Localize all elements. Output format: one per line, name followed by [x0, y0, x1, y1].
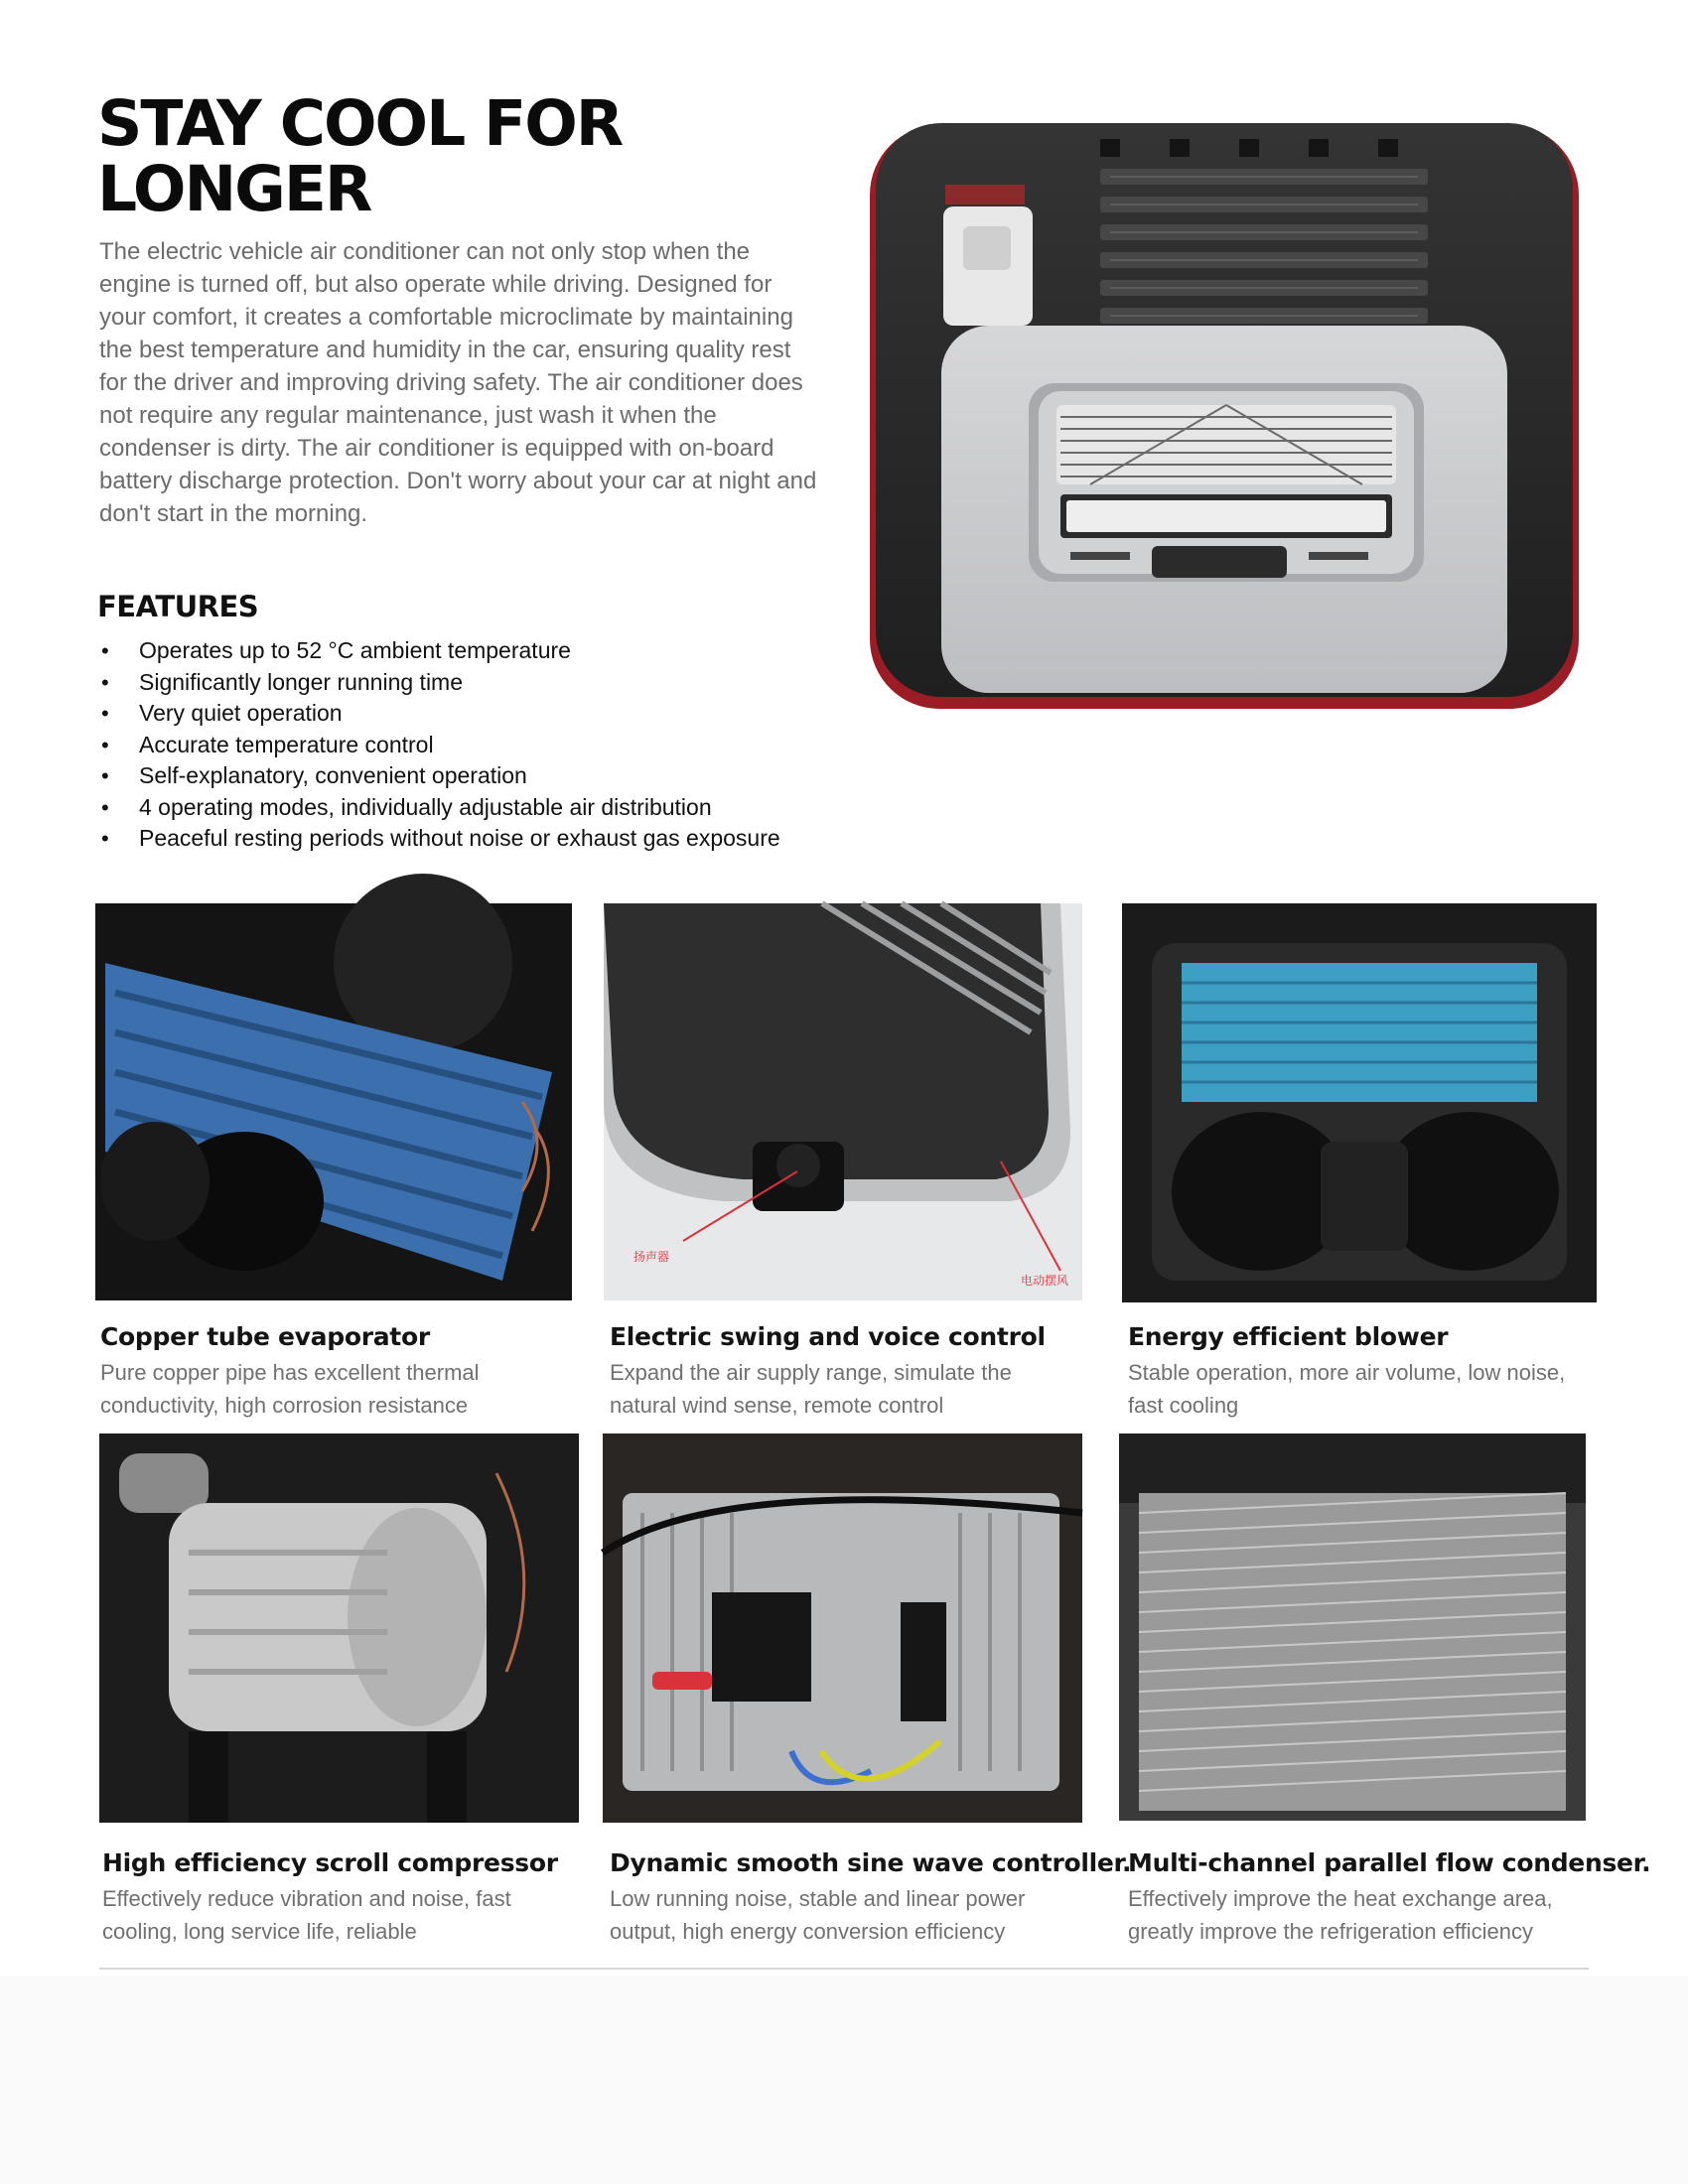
- photo-controller: [603, 1433, 1082, 1823]
- component-description: Expand the air supply range, simulate the natural wind sense, remote control: [610, 1360, 1012, 1418]
- component-title: Electric swing and voice control: [610, 1322, 1046, 1351]
- air-conditioner-unit-illustration: [862, 117, 1587, 713]
- page-title: [97, 87, 812, 225]
- component-title: Dynamic smooth sine wave controller.: [610, 1848, 1132, 1877]
- photo-condenser: [1119, 1433, 1586, 1821]
- feature-item: • Accurate temperature control: [97, 730, 852, 761]
- footer-band: [0, 1976, 1688, 2184]
- blower-illustration: [1122, 903, 1597, 1302]
- photo-scroll-compressor: [99, 1433, 579, 1823]
- component-description: Effectively improve the heat exchange area, greatly improve the refrigeration efficiency: [1128, 1886, 1553, 1944]
- swing-control-illustration: [604, 903, 1082, 1300]
- page-title-line2: LONGER: [97, 153, 371, 225]
- component-description: Stable operation, more air volume, low noise, fast cooling: [1128, 1360, 1566, 1418]
- feature-item: • Very quiet operation: [97, 698, 852, 730]
- scroll-compressor-illustration: [99, 1433, 579, 1823]
- speaker-label: 扬声器: [633, 1250, 670, 1264]
- features-heading: FEATURES: [97, 590, 259, 623]
- component-description: Effectively reduce vibration and noise, fast cooling, long service life, reliable: [102, 1886, 511, 1944]
- divider: [99, 1968, 1589, 1970]
- component-description: Pure copper pipe has excellent thermal conductivity, high corrosion resistance: [100, 1360, 480, 1418]
- photo-blower: [1122, 903, 1597, 1302]
- component-title: Multi-channel parallel flow condenser.: [1128, 1848, 1651, 1877]
- feature-item: • Operates up to 52 °C ambient temperature: [97, 635, 852, 667]
- controller-illustration: [603, 1433, 1082, 1823]
- photo-copper-evaporator: [95, 903, 572, 1300]
- condenser-illustration: [1119, 1433, 1586, 1821]
- feature-item: • 4 operating modes, individually adjustable air distribution: [97, 792, 852, 824]
- feature-item: • Significantly longer running time: [97, 667, 852, 699]
- feature-item: • Peaceful resting periods without noise or exhaust gas exposure: [97, 823, 852, 855]
- intro-paragraph: The electric vehicle air conditioner can not only stop when the engine is turned off, but also operate while driving. Designed for your comfort, it creates a comfortable microclimate by maintaining the best temperature and humidity in the car, ensuring quality rest for the driver and improving driving safety. The air conditioner does not require any regular maintenance, just wash it when the condenser is dirty. The air conditioner is equipped with on-board battery discharge protection. Don't worry about your car at night and don't start in the morning.: [99, 238, 817, 527]
- component-description: Low running noise, stable and linear power output, high energy conversion efficiency: [610, 1886, 1026, 1944]
- component-title: Copper tube evaporator: [100, 1322, 430, 1351]
- feature-item: • Self-explanatory, convenient operation: [97, 760, 852, 792]
- photo-swing-control: [604, 903, 1082, 1300]
- features-list: [97, 635, 852, 855]
- component-title: High efficiency scroll compressor: [102, 1848, 558, 1877]
- component-title: Energy efficient blower: [1128, 1322, 1449, 1351]
- page-title-line1: STAY COOL FOR: [97, 87, 623, 160]
- hero-air-conditioner-image: [862, 117, 1587, 713]
- swing-motor-label: 电动摆风: [1021, 1274, 1069, 1288]
- copper-evaporator-illustration: [95, 903, 572, 1300]
